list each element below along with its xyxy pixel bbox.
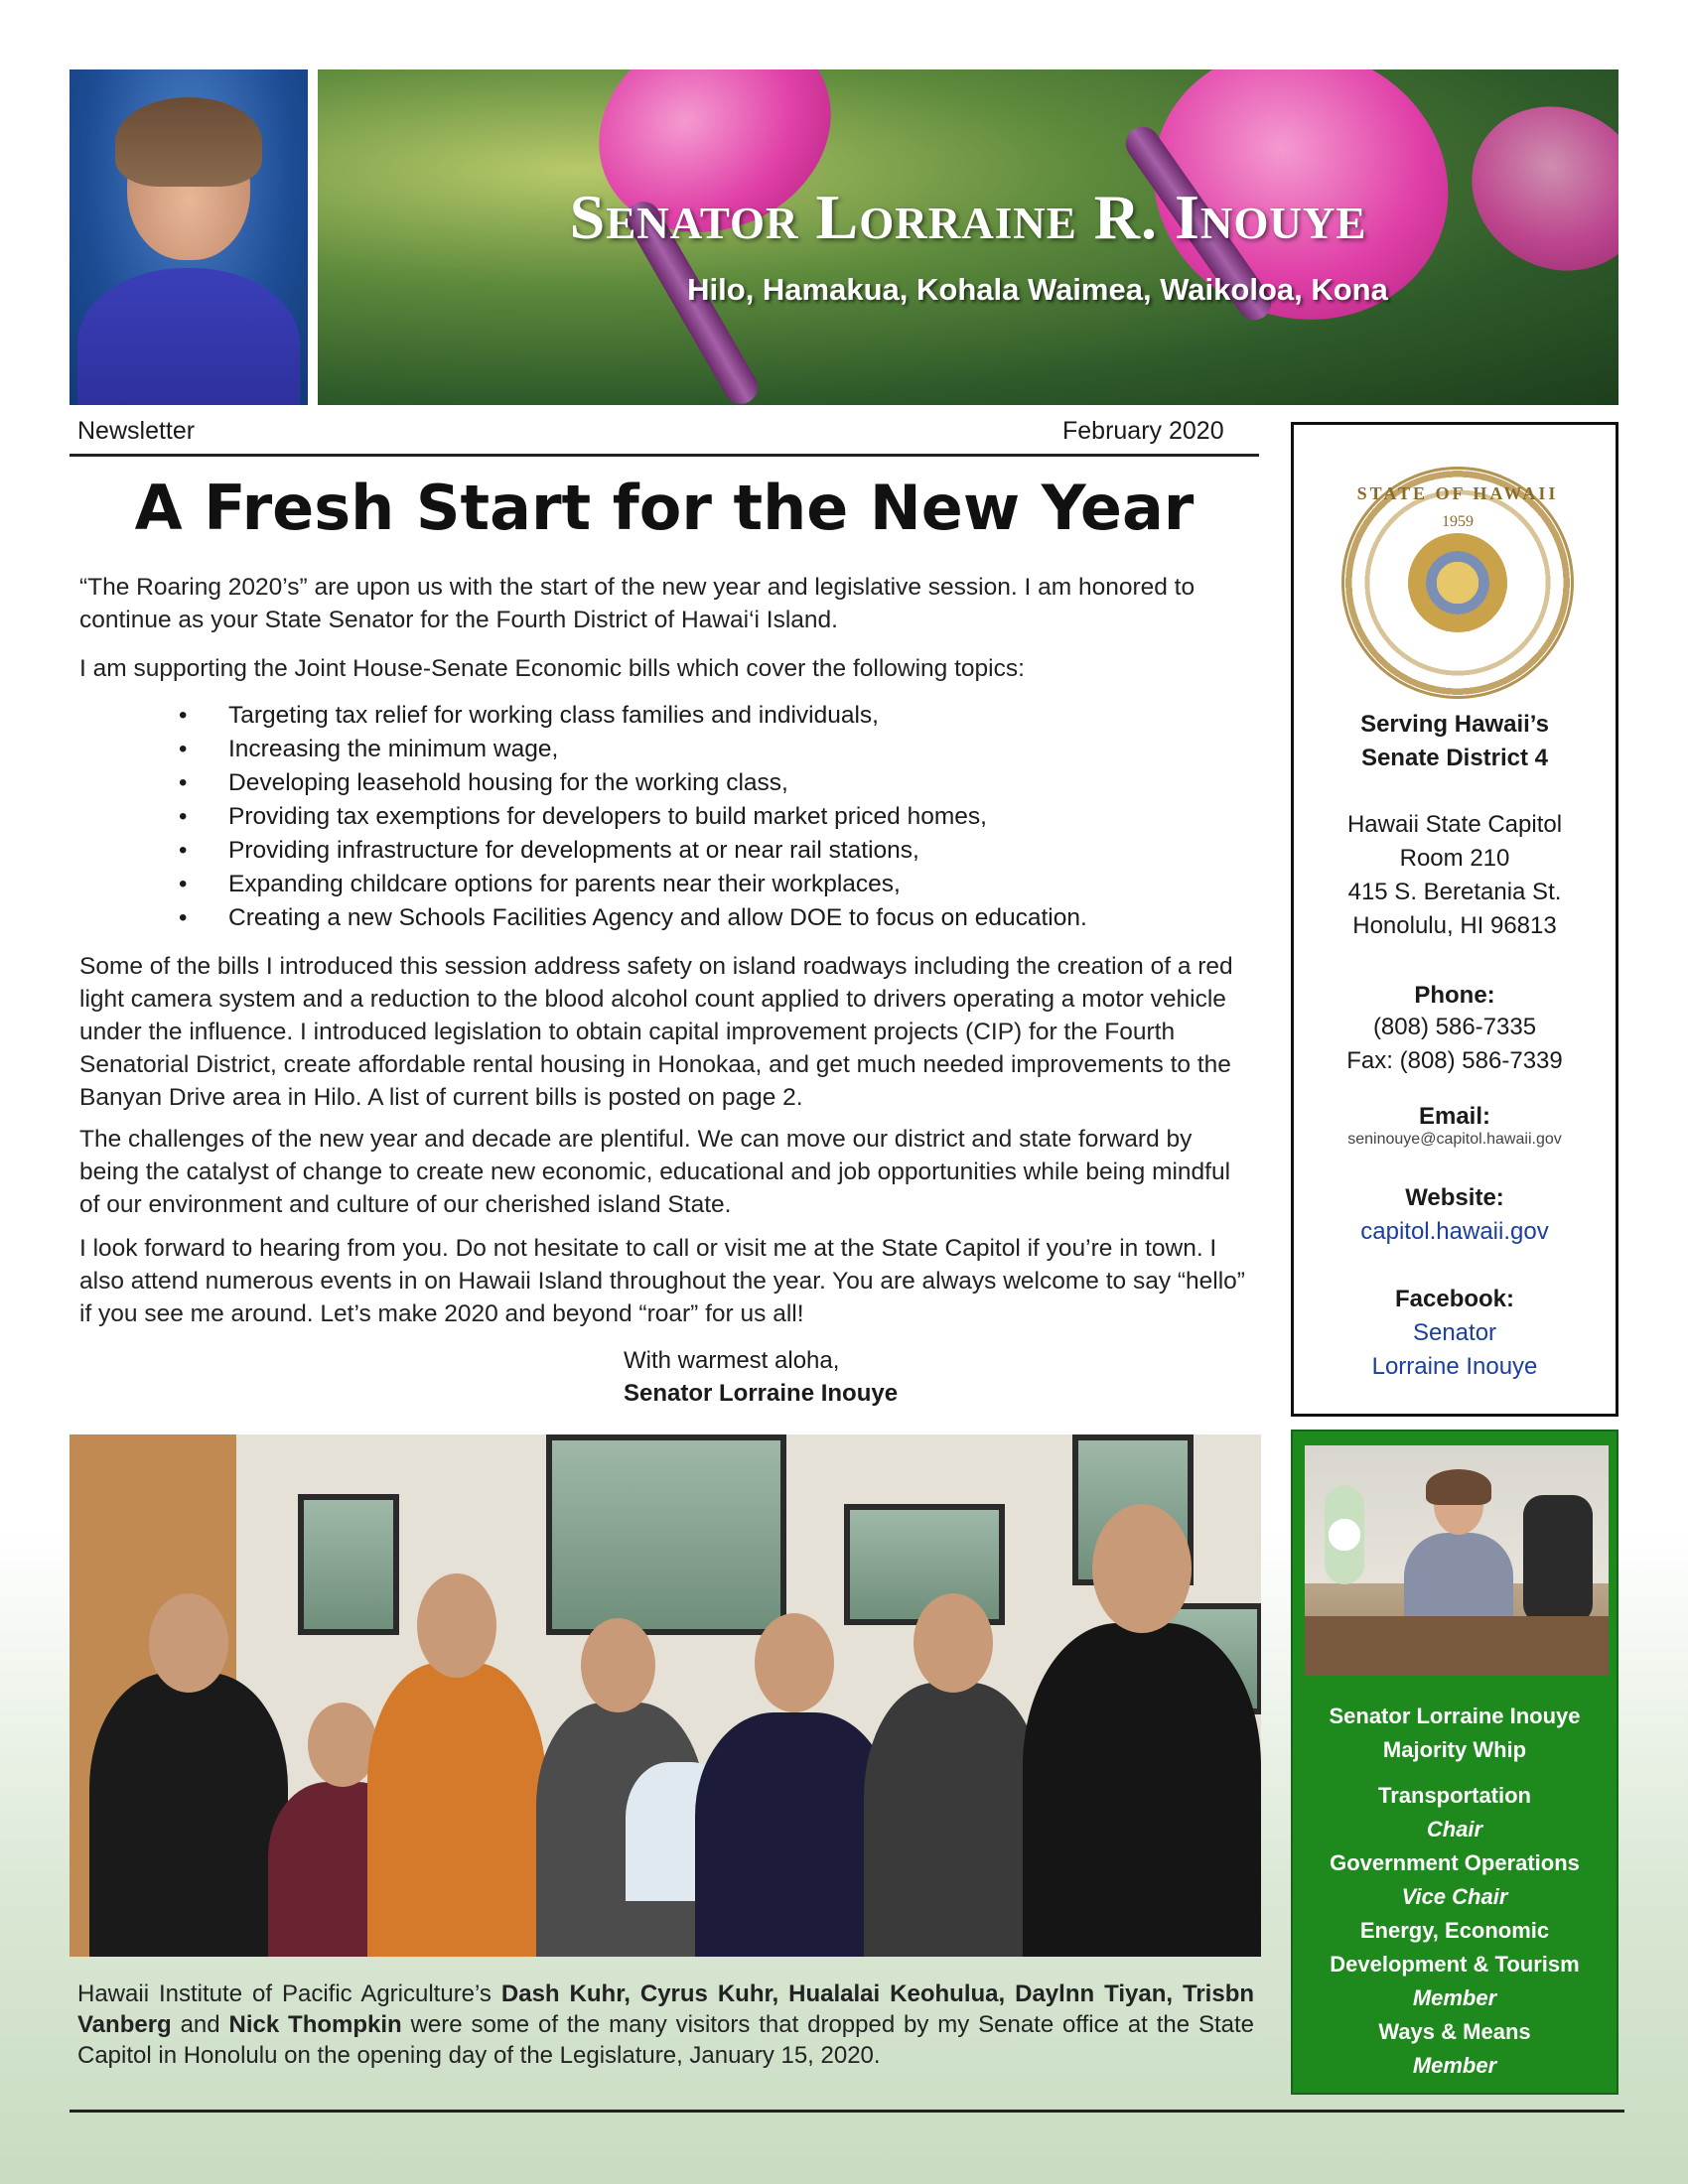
office-photo [1305, 1445, 1609, 1676]
senator-name: Senator Lorraine Inouye [1329, 1704, 1581, 1728]
committee-name: Ways & Means [1378, 2019, 1531, 2044]
seal-text: STATE OF HAWAII [1356, 483, 1559, 503]
list-item: • Increasing the minimum wage, [159, 733, 1251, 766]
article-paragraph: “The Roaring 2020’s” are upon us with the start of the new year and legislative session. I am honored to continue as your State Senator for the Fourth District of Hawai‘i Island. [79, 574, 1196, 633]
newsletter-title: Senator Lorraine R. Inouye [569, 182, 1367, 252]
article-paragraph: I look forward to hearing from you. Do not hesitate to call or visit me at the State Capitol if you’re in town. I also attend numerous events in on Hawaii Island throughout the year. You are always welcome to say “hello” if you see me around. Let’s make 2020 and beyond “roar” for us all! [79, 1235, 1245, 1327]
email-label: Email: [1418, 1103, 1491, 1130]
email-address[interactable]: seninouye@capitol.hawaii.gov [1347, 1131, 1562, 1148]
article-headline: A Fresh Start for the New Year [134, 472, 1195, 544]
address-line: 415 S. Beretania St. [1347, 879, 1562, 905]
address-line: Room 210 [1399, 845, 1510, 872]
committee-name: Government Operations [1330, 1850, 1580, 1875]
signature: Senator Lorraine Inouye [624, 1380, 899, 1407]
phone-number: (808) 586-7335 [1372, 1014, 1537, 1040]
facebook-label: Facebook: [1394, 1286, 1515, 1312]
caption-names: Dash Kuhr, Cyrus Kuhr, Hualalai Keohulua, Daylnn Tiyan, Trisbn Vanberg [77, 1980, 1255, 2038]
serving-line-1: Serving Hawaii’s [1360, 711, 1549, 738]
list-item: • Providing tax exemptions for developers to build market priced homes, [159, 800, 1251, 834]
article-paragraph: The challenges of the new year and decade are plentiful. We can move our district and state forward by being the catalyst of change to create new economic, educational and job opportunities while being mindful of our environment and culture of our cherished island State. [79, 1126, 1231, 1218]
committee-name: Transportation [1377, 1783, 1531, 1808]
state-seal-icon [1341, 467, 1574, 699]
bill-topics-list [159, 699, 1251, 935]
divider [70, 454, 1259, 457]
seal-year: 1959 [1442, 513, 1474, 530]
list-item: • Targeting tax relief for working class families and individuals, [159, 699, 1251, 733]
committee-name: Development & Tourism [1330, 1952, 1580, 1977]
article-paragraph: Some of the bills I introduced this session address safety on island roadways including the creation of a red light camera system and a reduction to the blood alcohol count applied to drivers operating a motor vehicle under the influence. I introduced legislation to obtain capital improvement projects (CIP) for the Fourth Senatorial District, create affordable rental housing in Honokaa, and get much needed improvements to the Banyan Drive area in Hilo. A list of current bills is posted on page 2. [79, 953, 1233, 1111]
website-link[interactable]: capitol.hawaii.gov [1360, 1218, 1549, 1245]
committee-name: Energy, Economic [1359, 1918, 1550, 1943]
committee-role: Member [1412, 2053, 1497, 2078]
list-item: • Providing infrastructure for developments at or near rail stations, [159, 834, 1251, 868]
list-item: • Developing leasehold housing for the working class, [159, 766, 1251, 800]
list-item: • Creating a new Schools Facilities Agency and allow DOE to focus on education. [159, 901, 1251, 935]
newsletter-date: February 2020 [1062, 417, 1224, 445]
list-item: • Expanding childcare options for parents near their workplaces, [159, 868, 1251, 901]
facebook-link[interactable]: Senator [1412, 1319, 1497, 1346]
facebook-link[interactable]: Lorraine Inouye [1371, 1353, 1538, 1380]
committee-box [1291, 1430, 1618, 2095]
article-paragraph: I am supporting the Joint House-Senate Economic bills which cover the following topics: [79, 655, 1025, 682]
caption-names: Nick Thompkin [228, 2011, 402, 2038]
closing-block [624, 1344, 898, 1410]
fax-number: Fax: (808) 586-7339 [1346, 1047, 1563, 1074]
committee-role: Chair [1426, 1817, 1483, 1842]
senator-portrait [70, 69, 308, 405]
divider [70, 2110, 1624, 2113]
address-line: Honolulu, HI 96813 [1352, 912, 1557, 939]
website-label: Website: [1405, 1184, 1504, 1211]
committee-role: Member [1412, 1985, 1497, 2010]
district-areas: Hilo, Hamakua, Kohala Waimea, Waikoloa, Kona [687, 272, 1388, 307]
senator-role: Majority Whip [1382, 1737, 1527, 1762]
contact-sidebar [1291, 422, 1618, 1417]
closing-line: With warmest aloha, [624, 1347, 840, 1374]
group-photo [70, 1434, 1261, 1957]
committee-role: Vice Chair [1401, 1884, 1508, 1909]
phone-label: Phone: [1414, 982, 1495, 1009]
photo-caption: Hawaii Institute of Pacific Agriculture’s Dash Kuhr, Cyrus Kuhr, Hualalai Keohulua, Daylnn Tiyan, Trisbn Vanberg and Nick Thompkin were some of the many visitors that dropped by my Senate office at the State Capitol in Honolulu on the opening day of the Legislature, January 15, 2020. [77, 1980, 1255, 2069]
header-banner [318, 69, 1618, 405]
serving-line-2: Senate District 4 [1360, 745, 1549, 771]
newsletter-label: Newsletter [77, 417, 196, 445]
address-line: Hawaii State Capitol [1346, 811, 1563, 838]
